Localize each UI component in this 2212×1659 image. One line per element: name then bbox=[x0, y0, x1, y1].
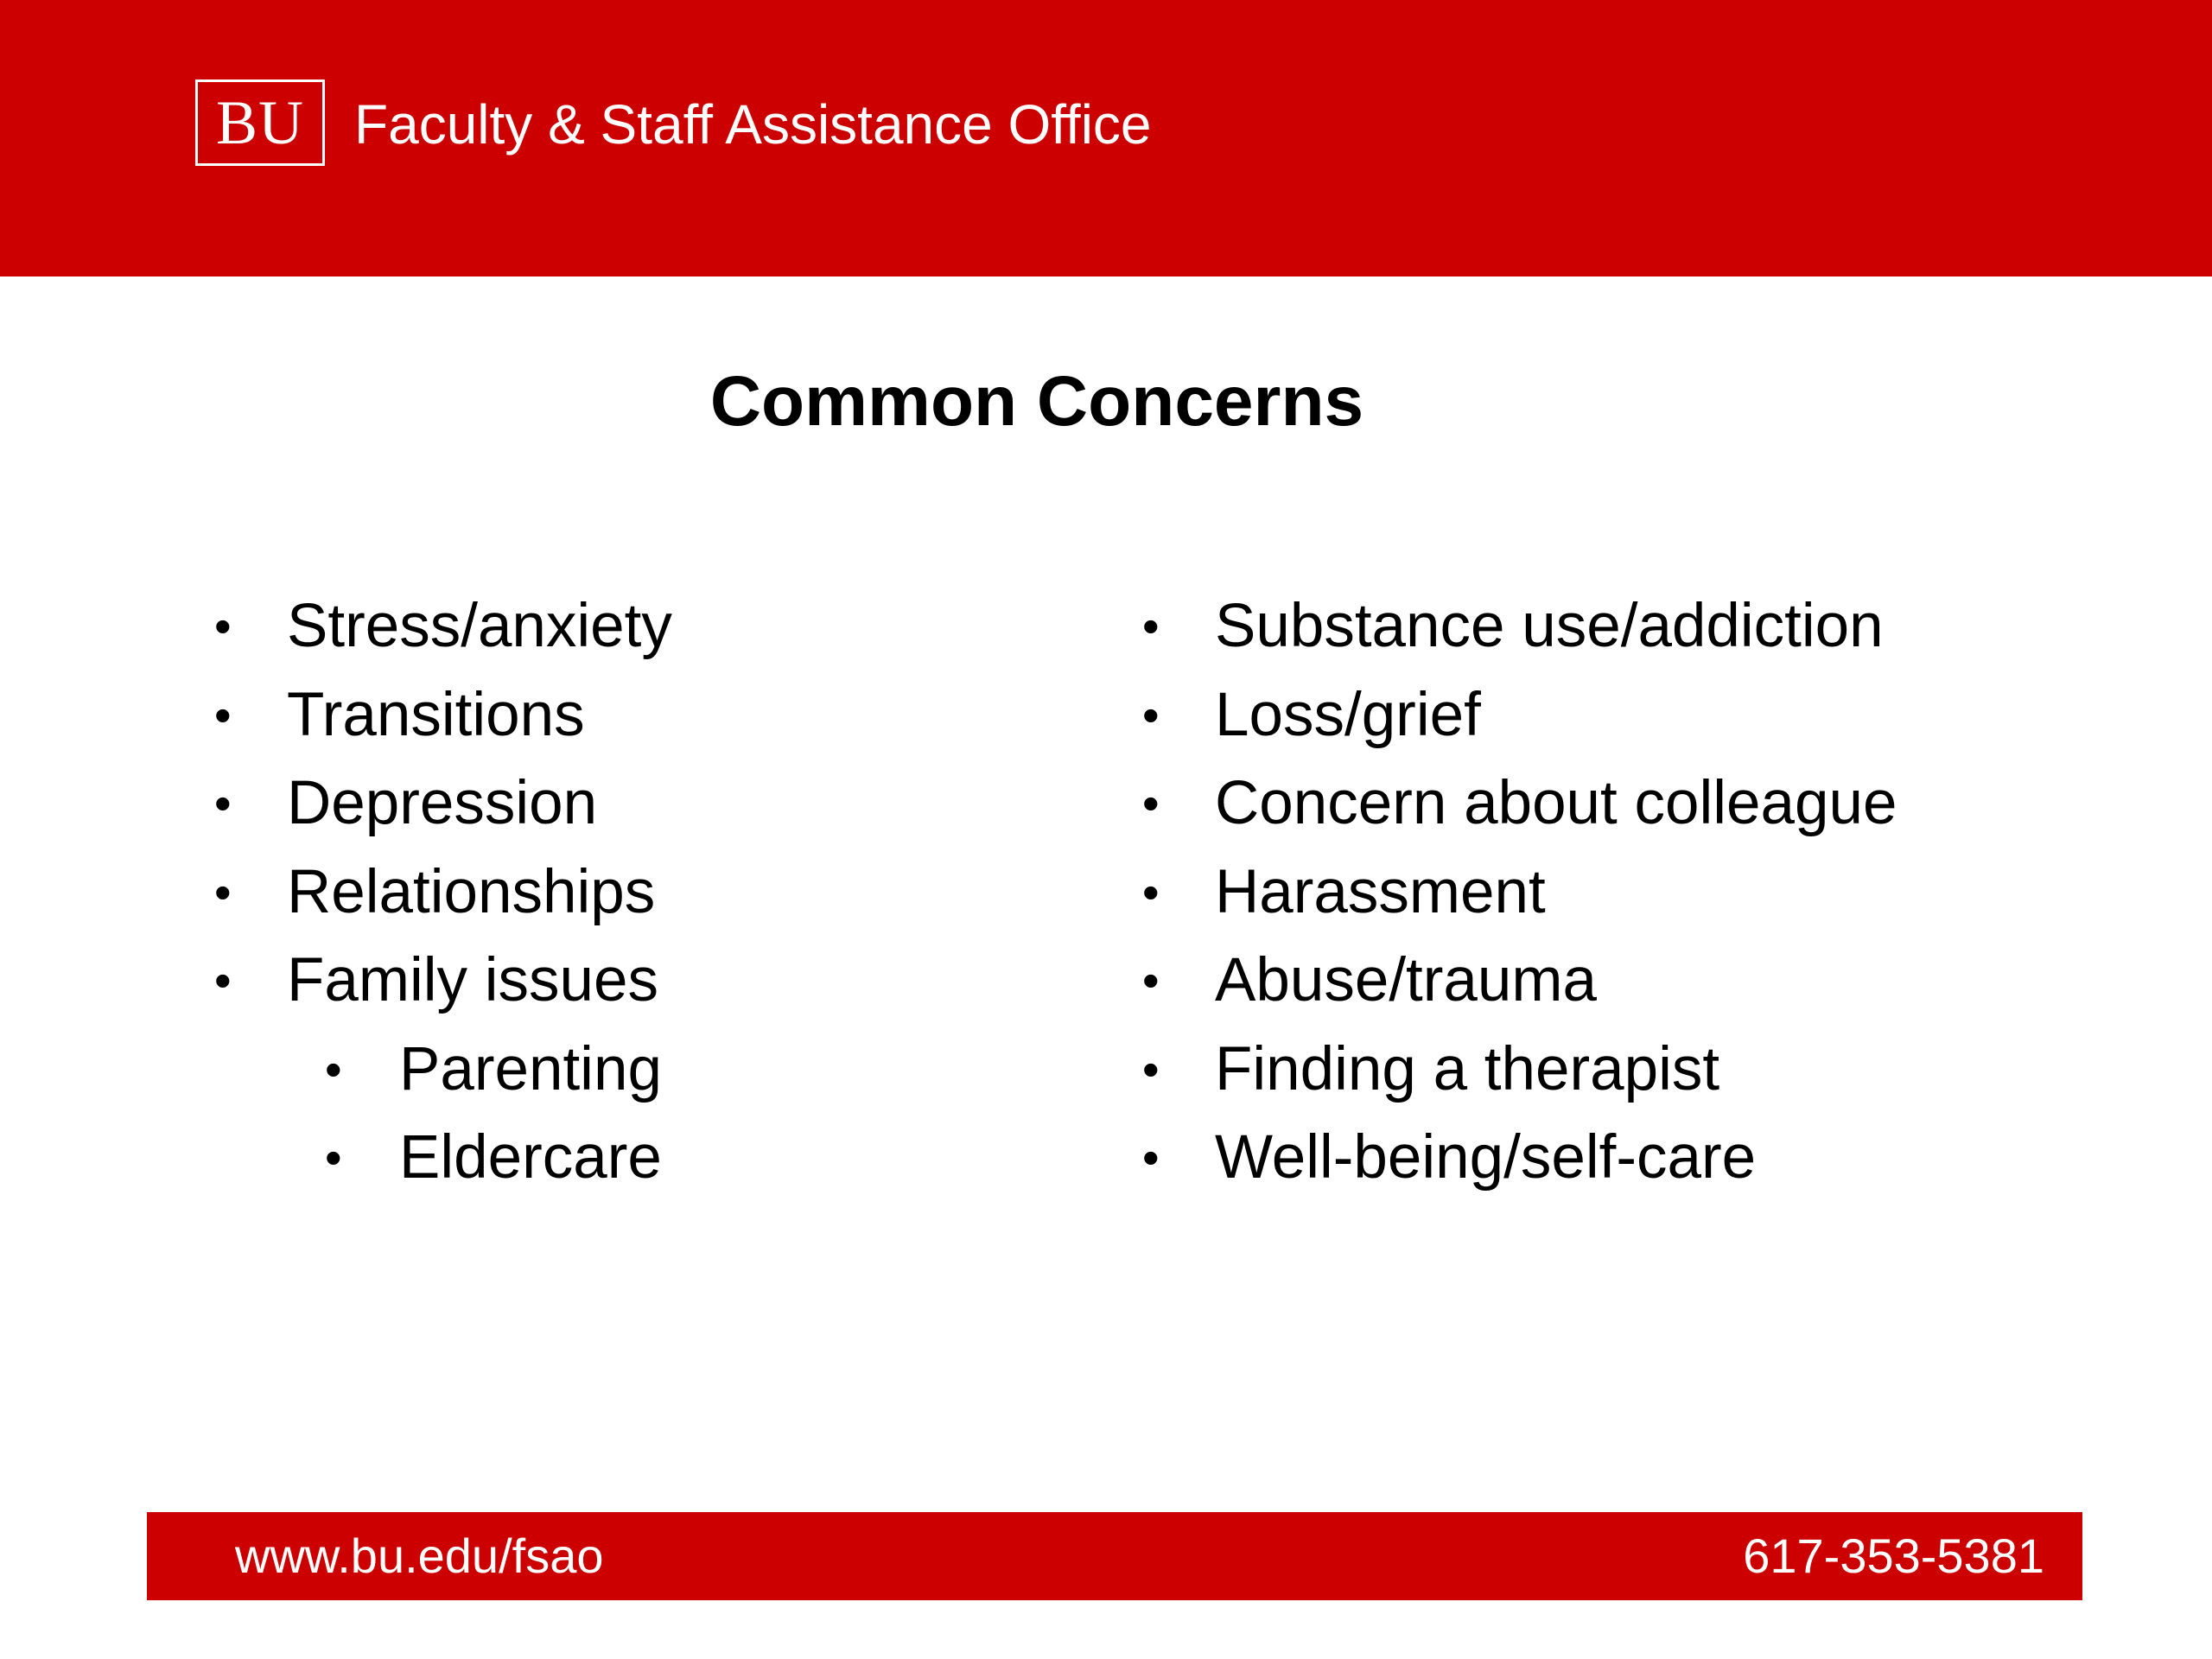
bullet-icon: • bbox=[214, 953, 232, 1007]
bullet-icon: • bbox=[1142, 1130, 1160, 1185]
list-item-label: Depression bbox=[287, 769, 598, 837]
bullet-icon: • bbox=[214, 776, 232, 830]
list-item-label: Loss/grief bbox=[1215, 680, 1481, 749]
bullet-icon: • bbox=[214, 864, 232, 919]
list-item-label: Family issues bbox=[287, 946, 659, 1014]
bullet-icon: • bbox=[1142, 687, 1160, 742]
bullet-icon: • bbox=[1142, 864, 1160, 919]
list-item-label: Transitions bbox=[287, 680, 585, 749]
bullet-icon: • bbox=[1142, 1041, 1160, 1096]
list-item-label: Concern about colleague bbox=[1215, 769, 1897, 837]
list-item-label: Harassment bbox=[1215, 857, 1546, 926]
list-item-label: Well-being/self-care bbox=[1215, 1123, 1757, 1192]
list-item-label: Parenting bbox=[399, 1034, 662, 1103]
website-link[interactable]: www.bu.edu/fsao bbox=[235, 1529, 604, 1583]
list-item-label: Finding a therapist bbox=[1215, 1034, 1720, 1103]
bullet-icon: • bbox=[214, 599, 232, 653]
bullet-icon: • bbox=[1142, 953, 1160, 1007]
header-banner bbox=[0, 0, 2212, 276]
list-item-label: Eldercare bbox=[399, 1123, 662, 1192]
list-item-label: Relationships bbox=[287, 857, 656, 926]
bullet-icon: • bbox=[325, 1130, 342, 1185]
phone-number: 617-353-5381 bbox=[1743, 1529, 2044, 1583]
slide-title: Common Concerns bbox=[709, 362, 1364, 441]
bullet-icon: • bbox=[325, 1041, 342, 1096]
footer-bar bbox=[147, 1512, 2082, 1600]
bullet-icon: • bbox=[1142, 776, 1160, 830]
office-name: Faculty & Staff Assistance Office bbox=[354, 93, 1152, 156]
list-item-label: Abuse/trauma bbox=[1215, 946, 1598, 1014]
list-item-label: Stress/anxiety bbox=[287, 592, 672, 660]
bu-logo: BU bbox=[195, 79, 325, 166]
bullet-icon: • bbox=[1142, 599, 1160, 653]
bullet-icon: • bbox=[214, 687, 232, 742]
list-item-label: Substance use/addiction bbox=[1215, 592, 1884, 660]
